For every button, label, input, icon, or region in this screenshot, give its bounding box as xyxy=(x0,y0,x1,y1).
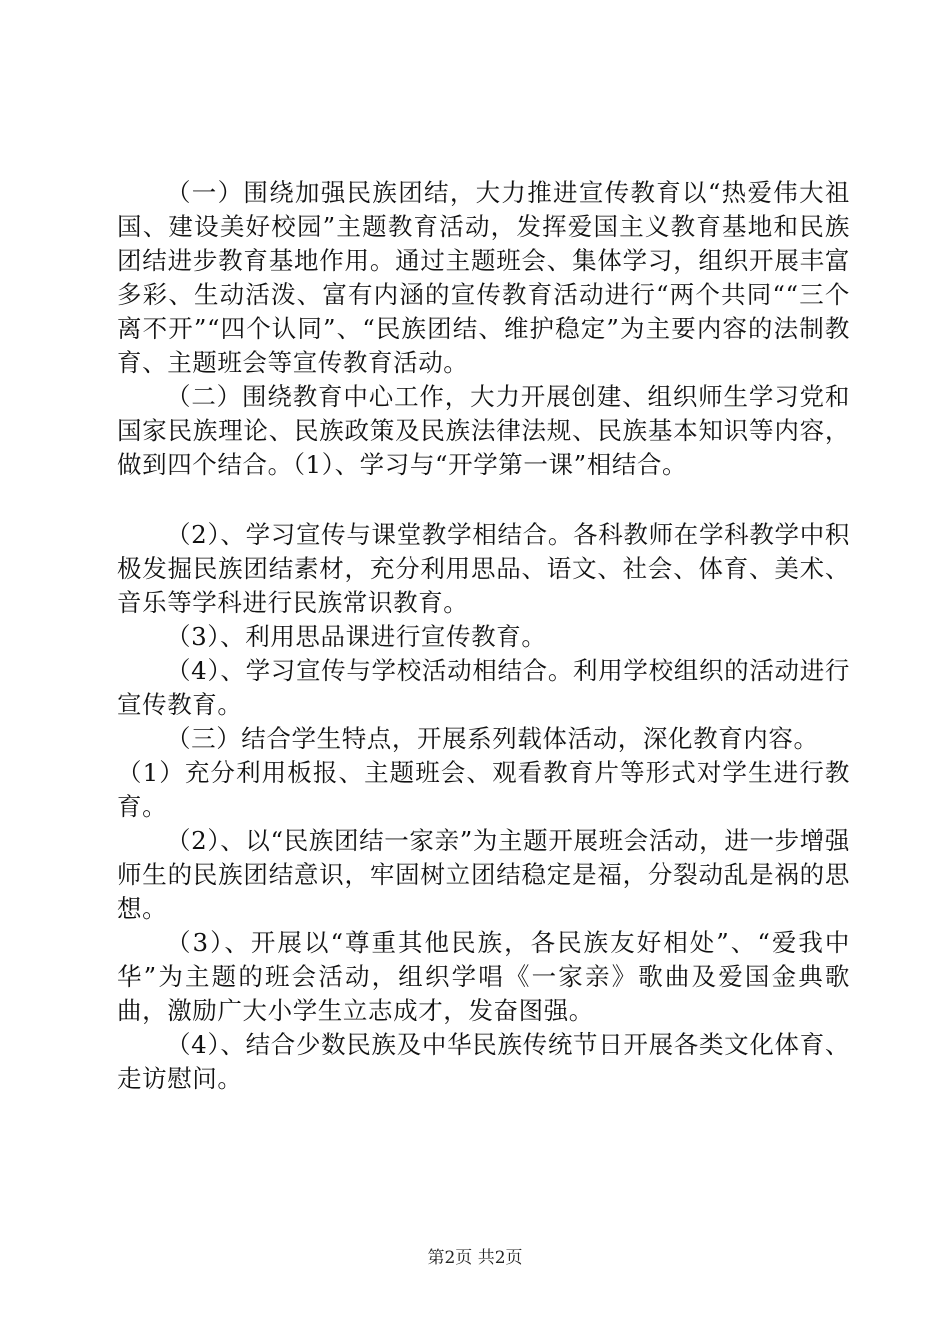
paragraph-gap xyxy=(117,482,850,518)
page-number: 第2页 共2页 xyxy=(427,1248,523,1268)
document-body xyxy=(117,176,850,1096)
paragraph-9: （3）、开展以“尊重其他民族，各民族友好相处”、“爱我中华”为主题的班会活动，组织学唱《一家亲》歌曲及爱国金典歌曲，激励广大小学生立志成才，发奋图强。 xyxy=(117,928,850,1025)
paragraph-8: （2）、以“民族团结一家亲”为主题开展班会活动，进一步增强师生的民族团结意识，牢固树立团结稳定是福，分裂动乱是祸的思想。 xyxy=(117,826,850,923)
paragraph-2: （二）围绕教育中心工作，大力开展创建、组织师生学习党和国家民族理论、民族政策及民族法律法规、民族基本知识等内容，做到四个结合。（1）、学习与“开学第一课”相结合。 xyxy=(117,382,850,479)
paragraph-3: （2）、学习宣传与课堂教学相结合。各科教师在学科教学中积极发掘民族团结素材，充分利用思品、语文、社会、体育、美术、音乐等学科进行民族常识教育。 xyxy=(117,520,850,617)
paragraph-4: （3）、利用思品课进行宣传教育。 xyxy=(166,622,547,651)
paragraph-5: （4）、学习宣传与学校活动相结合。利用学校组织的活动进行宣传教育。 xyxy=(117,656,850,719)
paragraph-6: （三）结合学生特点，开展系列载体活动，深化教育内容。 xyxy=(166,724,819,753)
paragraph-10: （4）、结合少数民族及中华民族传统节日开展各类文化体育、走访慰问。 xyxy=(117,1030,850,1093)
paragraph-1: （一）围绕加强民族团结，大力推进宣传教育以“热爱伟大祖国、建设美好校园”主题教育活动，发挥爱国主义教育基地和民族团结进步教育基地作用。通过主题班会、集体学习，组织开展丰富多彩、生动活泼、富有内涵的宣传教育活动进行“两个共同““三个离不开”“四个认同”、“民族团结、维护稳定”为主要内容的法制教育、主题班会等宣传教育活动。 xyxy=(117,178,850,377)
paragraph-7: （1）充分利用板报、主题班会、观看教育片等形式对学生进行教育。 xyxy=(117,758,850,821)
